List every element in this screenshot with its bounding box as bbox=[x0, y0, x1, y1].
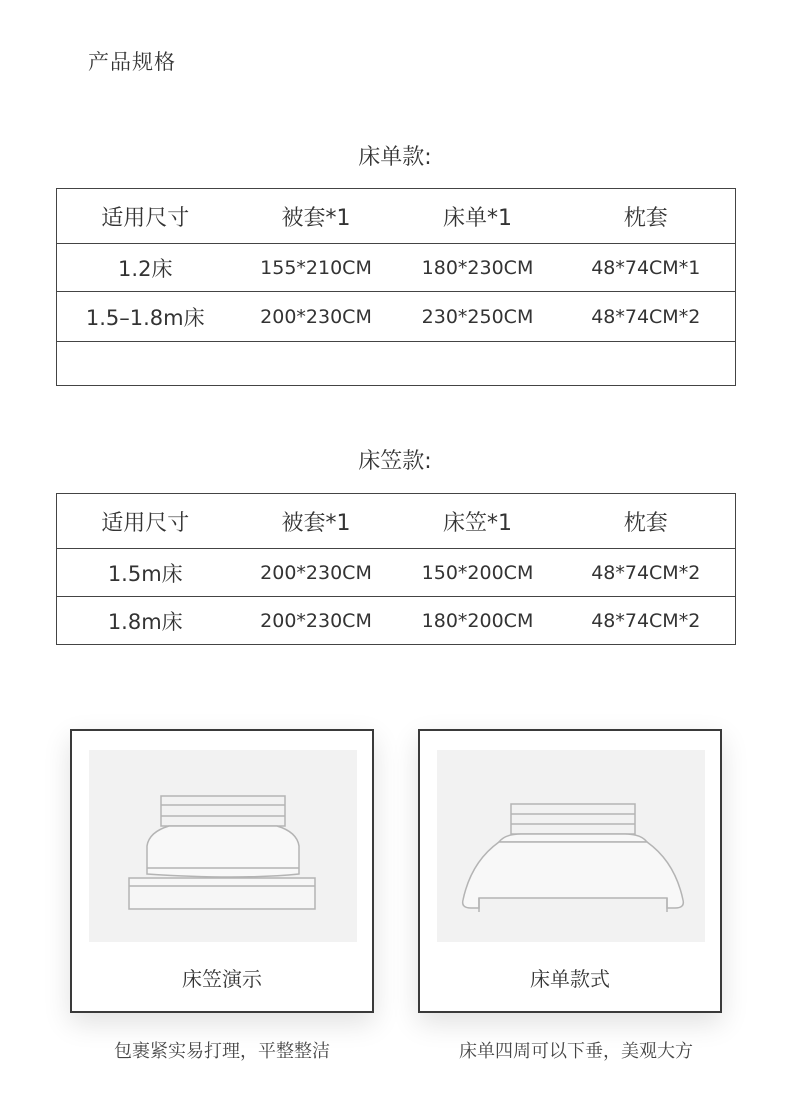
table-row bbox=[57, 597, 736, 645]
table-cell: 1.5m床 bbox=[57, 549, 234, 597]
illustration-panel bbox=[89, 750, 357, 942]
sheet-spec-table bbox=[56, 188, 736, 386]
table-cell: 48*74CM*2 bbox=[557, 292, 736, 342]
table-cell: 48*74CM*2 bbox=[557, 597, 736, 645]
table-header-row bbox=[57, 189, 736, 244]
table-cell: 48*74CM*1 bbox=[557, 244, 736, 292]
column-header: 枕套 bbox=[623, 205, 668, 231]
flat-sheet-card bbox=[418, 729, 722, 1013]
column-header: 适用尺寸 bbox=[101, 205, 190, 231]
table-row bbox=[57, 244, 736, 292]
illustration-panel bbox=[437, 750, 705, 942]
fitted-spec-table bbox=[56, 493, 736, 645]
page-title: 产品规格 bbox=[88, 50, 176, 74]
table-empty-row bbox=[57, 342, 736, 386]
table-cell: 200*230CM bbox=[234, 597, 399, 645]
flat-caption: 床单四周可以下垂，美观大方 bbox=[459, 1041, 693, 1062]
card-label: 床单款式 bbox=[530, 967, 610, 991]
table-cell: 1.5–1.8m床 bbox=[57, 292, 234, 342]
table-cell: 200*230CM bbox=[234, 292, 399, 342]
table-cell: 155*210CM bbox=[234, 244, 399, 292]
table-header-row bbox=[57, 494, 736, 549]
table-cell: 1.8m床 bbox=[57, 597, 234, 645]
table-cell: 230*250CM bbox=[399, 292, 557, 342]
fitted-sheet-card bbox=[70, 729, 374, 1013]
column-header: 床单*1 bbox=[443, 205, 512, 231]
card-label: 床笠演示 bbox=[182, 967, 262, 991]
column-header: 床笠*1 bbox=[443, 510, 512, 536]
column-header: 适用尺寸 bbox=[101, 510, 190, 536]
flat-sheet-bed-icon bbox=[437, 750, 705, 942]
table-cell: 200*230CM bbox=[234, 549, 399, 597]
table-cell: 1.2床 bbox=[57, 244, 234, 292]
table-cell: 180*230CM bbox=[399, 244, 557, 292]
table-cell: 48*74CM*2 bbox=[557, 549, 736, 597]
sheet-section-title: 床单款: bbox=[358, 145, 432, 170]
column-header: 枕套 bbox=[623, 510, 668, 536]
table-row bbox=[57, 549, 736, 597]
fitted-bed-icon bbox=[89, 750, 357, 942]
column-header: 被套*1 bbox=[281, 205, 351, 231]
table-row bbox=[57, 292, 736, 342]
fitted-caption: 包裹紧实易打理，平整整洁 bbox=[114, 1041, 330, 1062]
table-cell: 150*200CM bbox=[399, 549, 557, 597]
fitted-section-title: 床笠款: bbox=[358, 449, 432, 474]
column-header: 被套*1 bbox=[281, 510, 351, 536]
table-cell: 180*200CM bbox=[399, 597, 557, 645]
